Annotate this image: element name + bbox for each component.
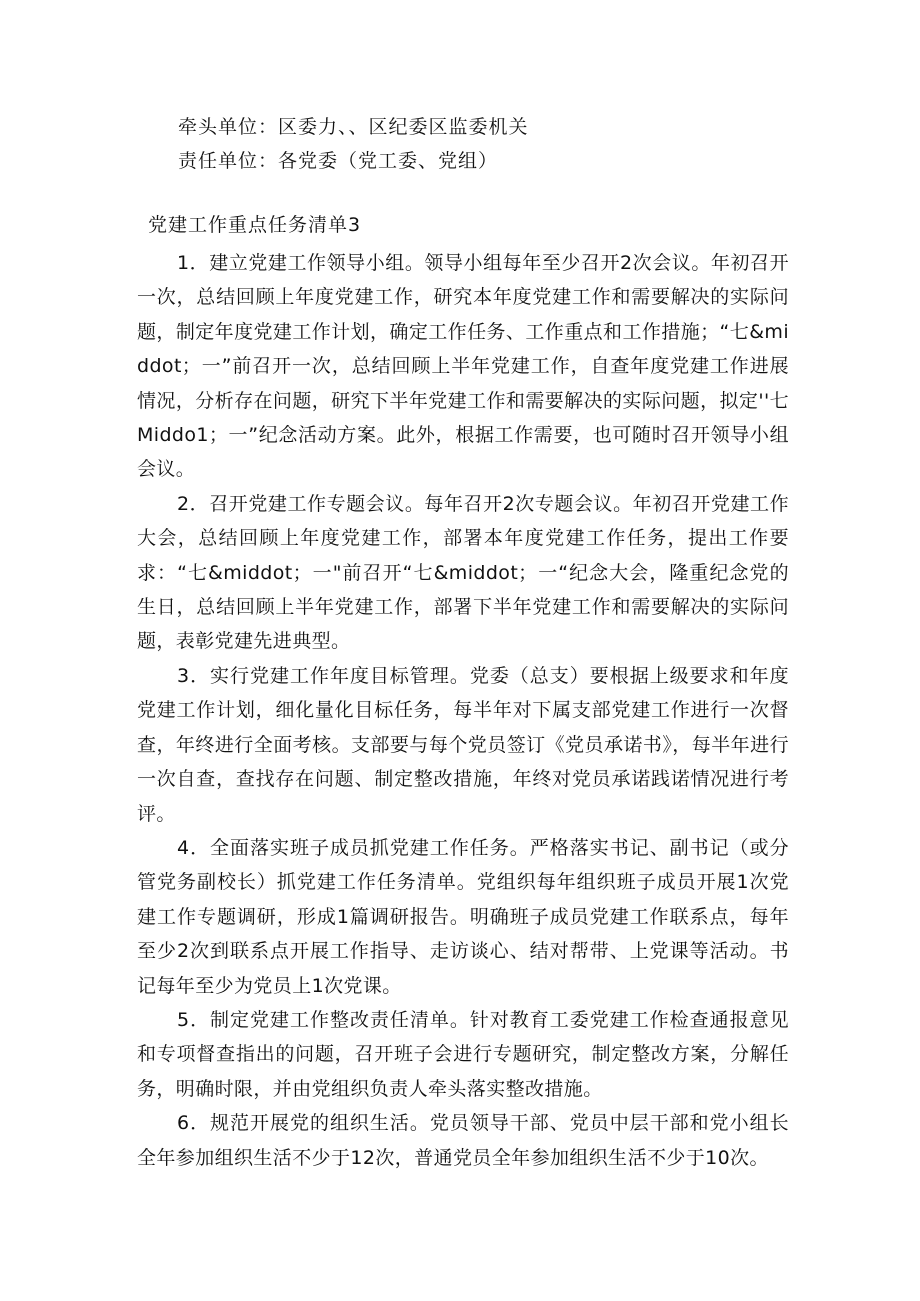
task-item-6: 6．规范开展党的组织生活。党员领导干部、党员中层干部和党小组长全年参加组织生活不少于12次，普通党员全年参加组织生活不少于10次。: [137, 1112, 789, 1169]
task-item-3: 3．实行党建工作年度目标管理。党委（总支）要根据上级要求和年度党建工作计划，细化量化目标任务，每半年对下属支部党建工作进行一次督查，年终进行全面考核。支部要与每个党员签订《党员承诺书》，每半年进行一次自查，查找存在问题、制定整改措施，年终对党员承诺践诺情况进行考评。: [137, 664, 789, 825]
task-item-2: 2．召开党建工作专题会议。每年召开2次专题会议。年初召开党建工作大会，总结回顾上年度党建工作，部署本年度党建工作任务，提出工作要求：“七&middot；一"前召开“七&middot；一“纪念大会，隆重纪念党的生日，总结回顾上半年党建工作，部署下半年党建工作和需要解决的实际问题，表彰党建先进典型。: [137, 492, 789, 653]
task-item-1: 1．建立党建工作领导小组。领导小组每年至少召开2次会议。年初召开一次，总结回顾上年度党建工作，研究本年度党建工作和需要解决的实际问题，制定年度党建工作计划，确定工作任务、工作重点和工作措施；“七&middot；一”前召开一次，总结回顾上半年党建工作，自查年度党建工作进展情况，分析存在问题，研究下半年党建工作和需要解决的实际问题，拟定''七Middo1；一”纪念活动方案。此外，根据工作需要，也可随时召开领导小组会议。: [137, 252, 789, 481]
task-item-4: 4．全面落实班子成员抓党建工作任务。严格落实书记、副书记（或分管党务副校长）抓党建工作任务清单。党组织每年组织班子成员开展1次党建工作专题调研，形成1篇调研报告。明确班子成员党建工作联系点，每年至少2次到联系点开展工作指导、走访谈心、结对帮带、上党课等活动。书记每年至少为党员上1次党课。: [137, 836, 789, 997]
task-list-title: 党建工作重点任务清单3: [148, 214, 362, 236]
lead-unit-line: 牵头单位：区委力、、区纪委区监委机关: [178, 116, 529, 138]
task-item-5: 5．制定党建工作整改责任清单。针对教育工委党建工作检查通报意见和专项督查指出的问题，召开班子会进行专题研究，制定整改方案，分解任务，明确时限，并由党组织负责人牵头落实整改措施。: [137, 1008, 789, 1100]
responsible-unit-line: 责任单位：各党委（党工委、党组）: [178, 150, 499, 172]
task-list-body: [137, 246, 789, 1175]
